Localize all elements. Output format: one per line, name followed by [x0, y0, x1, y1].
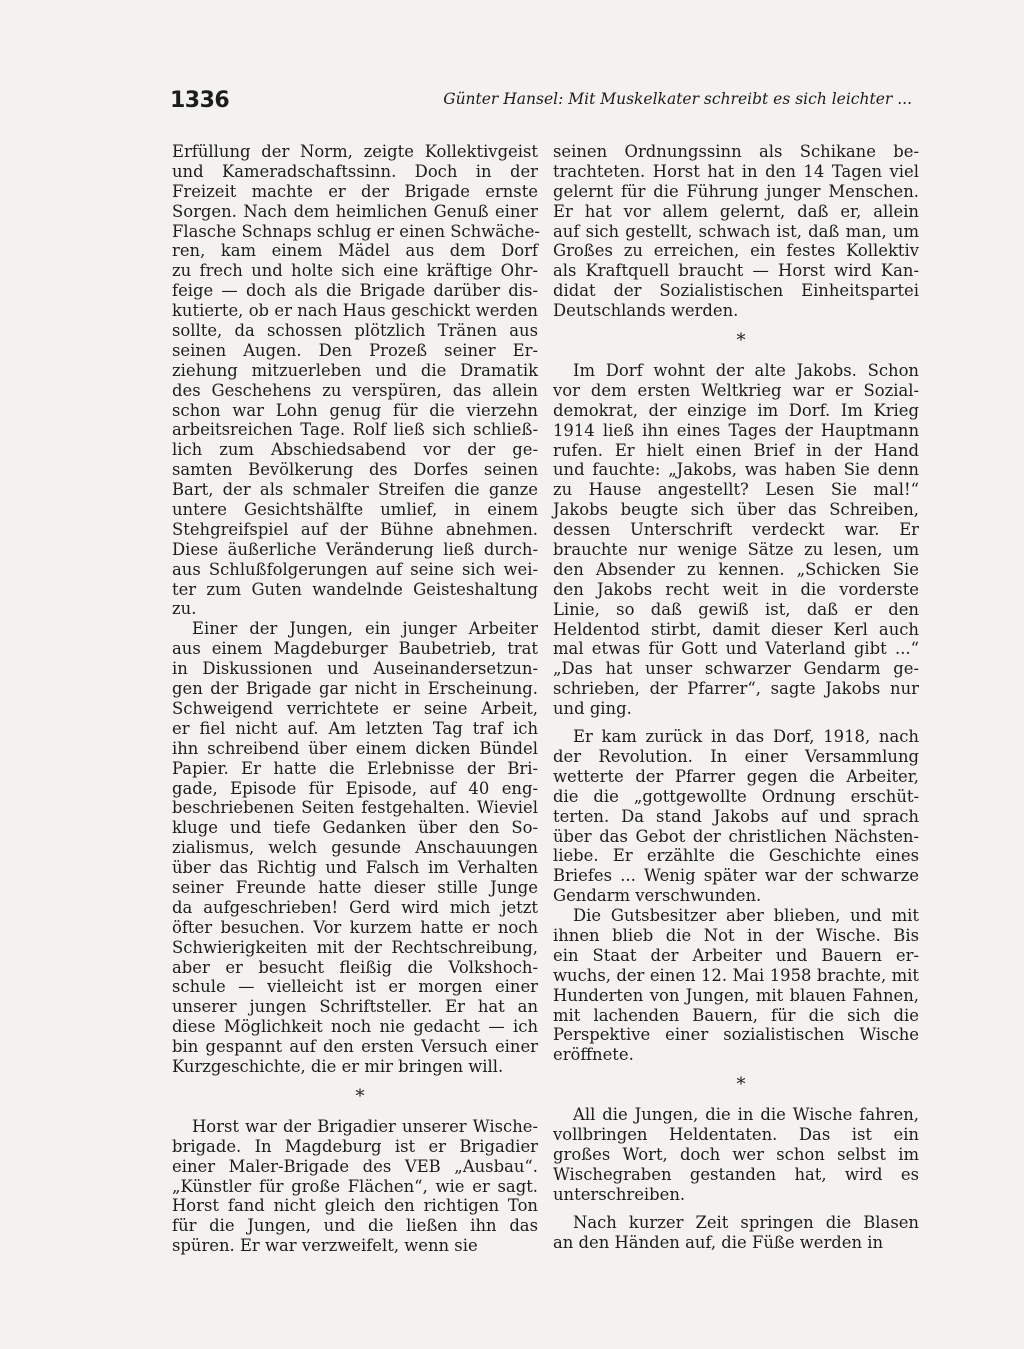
text-line: großes Wort, doch wer schon selbst im	[553, 1144, 919, 1164]
text-line: 1914 ließ ihn eines Tages der Hauptmann	[553, 420, 919, 440]
text-line: samten Bevölkerung des Dorfes seinen	[172, 460, 538, 480]
text-line: ein Staat der Arbeiter und Bauern er-	[553, 945, 919, 965]
text-line: trachteten. Horst hat in den 14 Tagen viel	[553, 161, 919, 181]
text-line: Hunderten von Jungen, mit blauen Fahnen,	[553, 985, 919, 1005]
text-line: zialismus, welch gesunde Anschauungen	[172, 838, 538, 858]
text-line: kutierte, ob er nach Haus geschickt werden	[172, 301, 538, 321]
text-line: Einer der Jungen, ein junger Arbeiter	[192, 619, 538, 639]
text-line: für die Jungen, und die ließen ihn das	[172, 1216, 538, 1236]
text-line: ren, kam einem Mädel aus dem Dorf	[172, 241, 538, 261]
text-line: rufen. Er hielt einen Brief in der Hand	[553, 440, 919, 460]
text-line: seiner Freunde hatte dieser stille Junge	[172, 877, 538, 897]
paragraph	[553, 727, 919, 906]
paragraph	[172, 142, 538, 619]
text-line: wuchs, der einen 12. Mai 1958 brachte, mit	[553, 965, 919, 985]
text-line: lich zum Abschiedsabend vor der ge-	[172, 440, 538, 460]
text-line: aus Schlußfolgerungen auf seine sich wei-	[172, 559, 538, 579]
text-line: Horst war der Brigadier unserer Wische-	[192, 1116, 538, 1136]
text-line: „Das hat unser schwarzer Gendarm ge-	[553, 659, 919, 679]
text-line: brauchte nur wenige Sätze zu lesen, um	[553, 540, 919, 560]
text-line: des Geschehens zu verspüren, das allein	[172, 380, 538, 400]
text-line: untere Gesichtshälfte umlief, in einem	[172, 500, 538, 520]
text-line: schule — vielleicht ist er morgen einer	[172, 977, 538, 997]
text-line: „Künstler für große Flächen“, wie er sagt.	[172, 1176, 538, 1196]
text-line: in Diskussionen und Auseinandersetzun-	[172, 659, 538, 679]
text-line: seinen Augen. Den Prozeß seiner Er-	[172, 340, 538, 360]
text-line: zu frech und holte sich eine kräftige Ohr-	[172, 261, 538, 281]
text-line: über das Gebot der christlichen Nächsten-	[553, 826, 919, 846]
text-line: gade, Episode für Episode, auf 40 eng-	[172, 778, 538, 798]
text-line: ihnen blieb die Not in der Wische. Bis	[553, 925, 919, 945]
text-line: Schwierigkeiten mit der Rechtschreibung,	[172, 937, 538, 957]
text-line: eröffnete.	[553, 1045, 634, 1065]
text-line: Freizeit machte er der Brigade ernste	[172, 181, 538, 201]
text-line: spüren. Er war verzweifelt, wenn sie	[172, 1236, 478, 1256]
text-line: ziehung mitzuerleben und die Dramatik	[172, 360, 538, 380]
text-line: feige — doch als die Brigade darüber dis-	[172, 281, 538, 301]
text-line: Horst fand nicht gleich den richtigen Ton	[172, 1196, 538, 1216]
text-line: didat der Sozialistischen Einheitspartei	[553, 281, 919, 301]
text-line: den Absender zu kennen. „Schicken Sie	[553, 559, 919, 579]
text-line: als Kraftquell braucht — Horst wird Kan-	[553, 261, 919, 281]
text-line: an den Händen auf, die Füße werden in	[553, 1232, 884, 1252]
text-line: und ging.	[553, 699, 632, 719]
paragraph	[553, 361, 919, 719]
text-line: zu Hause angestellt? Lesen Sie mal!“	[553, 480, 919, 500]
text-line: wetterte der Pfarrer gegen die Arbeiter,	[553, 766, 919, 786]
text-line: gen der Brigade gar nicht in Erscheinung.	[172, 679, 538, 699]
text-line: dessen Unterschrift verdeckt war. Er	[553, 520, 919, 540]
text-line: seinen Ordnungssinn als Schikane be-	[553, 142, 919, 161]
section-divider: *	[355, 1085, 365, 1107]
section-divider: *	[736, 330, 746, 352]
text-line: Flasche Schnaps schlug er einen Schwäche-	[172, 221, 540, 241]
text-line: Erfüllung der Norm, zeigte Kollektivgeist	[172, 142, 538, 161]
page-header	[170, 86, 912, 116]
text-line: Schweigend verrichtete er seine Arbeit,	[172, 698, 538, 718]
text-line: terten. Da stand Jakobs auf und sprach	[553, 806, 919, 826]
page-number: 1336	[170, 88, 230, 113]
text-line: Kurzgeschichte, die er mir bringen will.	[172, 1056, 504, 1076]
text-line: Briefes ... Wenig später war der schwarze	[553, 866, 919, 886]
text-line: unterschreiben.	[553, 1184, 686, 1204]
text-line: öfter besuchen. Vor kurzem hatte er noch	[172, 917, 538, 937]
text-line: schon war Lohn genug für die vierzehn	[172, 400, 538, 420]
text-line: demokrat, der einzige im Dorf. Im Krieg	[553, 400, 919, 420]
text-line: unserer jungen Schriftsteller. Er hat an	[172, 997, 538, 1017]
text-line: Perspektive einer sozialistischen Wische	[553, 1025, 919, 1045]
text-line: Deutschlands werden.	[553, 301, 739, 321]
text-line: Nach kurzer Zeit springen die Blasen	[573, 1212, 919, 1232]
text-line: Sorgen. Nach dem heimlichen Genuß einer	[172, 201, 538, 221]
text-line: Stehgreifspiel auf der Bühne abnehmen.	[172, 519, 538, 539]
text-line: und fauchte: „Jakobs, was haben Sie denn	[553, 460, 919, 480]
text-line: vor dem ersten Weltkrieg war er Sozial-	[553, 380, 919, 400]
text-line: ihn schreibend über einem dicken Bündel	[172, 738, 538, 758]
paragraph	[553, 1105, 919, 1204]
section-divider: *	[736, 1074, 746, 1096]
text-line: einer Maler-Brigade des VEB „Ausbau“.	[172, 1156, 538, 1176]
text-line: Bart, der als schmaler Streifen die ganze	[172, 480, 538, 500]
text-line: den Jakobs recht weit in die vorderste	[553, 579, 919, 599]
text-line: Er kam zurück in das Dorf, 1918, nach	[573, 727, 919, 747]
text-line: sollte, da schossen plötzlich Tränen aus	[172, 321, 538, 341]
text-line: kluge und tiefe Gedanken über den So-	[172, 818, 538, 838]
text-line: aus einem Magdeburger Baubetrieb, trat	[172, 639, 538, 659]
paragraph	[553, 906, 919, 1065]
text-line: diese Möglichkeit noch nie gedacht — ich	[172, 1017, 538, 1037]
text-line: zu.	[172, 599, 197, 619]
text-line: Diese äußerliche Veränderung ließ durch-	[172, 539, 538, 559]
text-line: Wischegraben gestanden hat, wird es	[553, 1164, 919, 1184]
text-line: die die „gottgewollte Ordnung erschüt-	[553, 786, 919, 806]
text-line: mit lachenden Bauern, für die sich die	[553, 1005, 919, 1025]
text-line: mal etwas für Gott und Vaterland gibt ...“	[553, 639, 919, 659]
right-column	[553, 142, 919, 1252]
text-line: arbeitsreichen Tage. Rolf ließ sich schließ-	[172, 420, 538, 440]
left-column	[172, 142, 538, 1256]
text-line: da aufgeschrieben! Gerd wird mich jetzt	[172, 897, 538, 917]
text-line: über das Richtig und Falsch im Verhalten	[172, 858, 538, 878]
text-line: Die Gutsbesitzer aber blieben, und mit	[573, 906, 919, 926]
text-line: der Revolution. In einer Versammlung	[553, 746, 919, 766]
text-line: Linie, so daß gewiß ist, daß er den	[553, 599, 919, 619]
text-line: vollbringen Heldentaten. Das ist ein	[553, 1125, 919, 1145]
text-line: auf sich gestellt, schwach ist, daß man, um	[553, 221, 919, 241]
paragraph	[553, 1213, 919, 1253]
text-line: Gendarm verschwunden.	[553, 886, 762, 906]
text-line: und Kameradschaftssinn. Doch in der	[172, 161, 538, 181]
text-line: aber er besucht fleißig die Volkshoch-	[172, 957, 538, 977]
text-line: Jakobs beugte sich über das Schreiben,	[553, 500, 919, 520]
text-line: All die Jungen, die in die Wische fahren,	[573, 1105, 919, 1125]
text-line: Heldentod stirbt, damit dieser Kerl auch	[553, 619, 919, 639]
text-line: bin gespannt auf den ersten Versuch einer	[172, 1037, 538, 1057]
text-line: Papier. Er hatte die Erlebnisse der Bri-	[172, 758, 538, 778]
text-line: ter zum Guten wandelnde Geisteshaltung	[172, 579, 538, 599]
paragraph	[172, 1117, 538, 1256]
text-line: beschriebenen Seiten festgehalten. Wieviel	[172, 798, 538, 818]
paragraph	[172, 619, 538, 1076]
text-line: Er hat vor allem gelernt, daß er, allein	[553, 201, 919, 221]
paragraph	[553, 142, 919, 321]
text-line: Großes zu erreichen, ein festes Kollektiv	[553, 241, 919, 261]
text-line: gelernt für die Führung junger Menschen.	[553, 181, 919, 201]
text-line: schrieben, der Pfarrer“, sagte Jakobs nur	[553, 679, 919, 699]
running-head: Günter Hansel: Mit Muskelkater schreibt es sich leichter ...	[443, 90, 912, 108]
text-line: er fiel nicht auf. Am letzten Tag traf ich	[172, 718, 538, 738]
text-line: liebe. Er erzählte die Geschichte eines	[553, 846, 919, 866]
text-line: Im Dorf wohnt der alte Jakobs. Schon	[573, 361, 919, 381]
text-line: brigade. In Magdeburg ist er Brigadier	[172, 1136, 538, 1156]
